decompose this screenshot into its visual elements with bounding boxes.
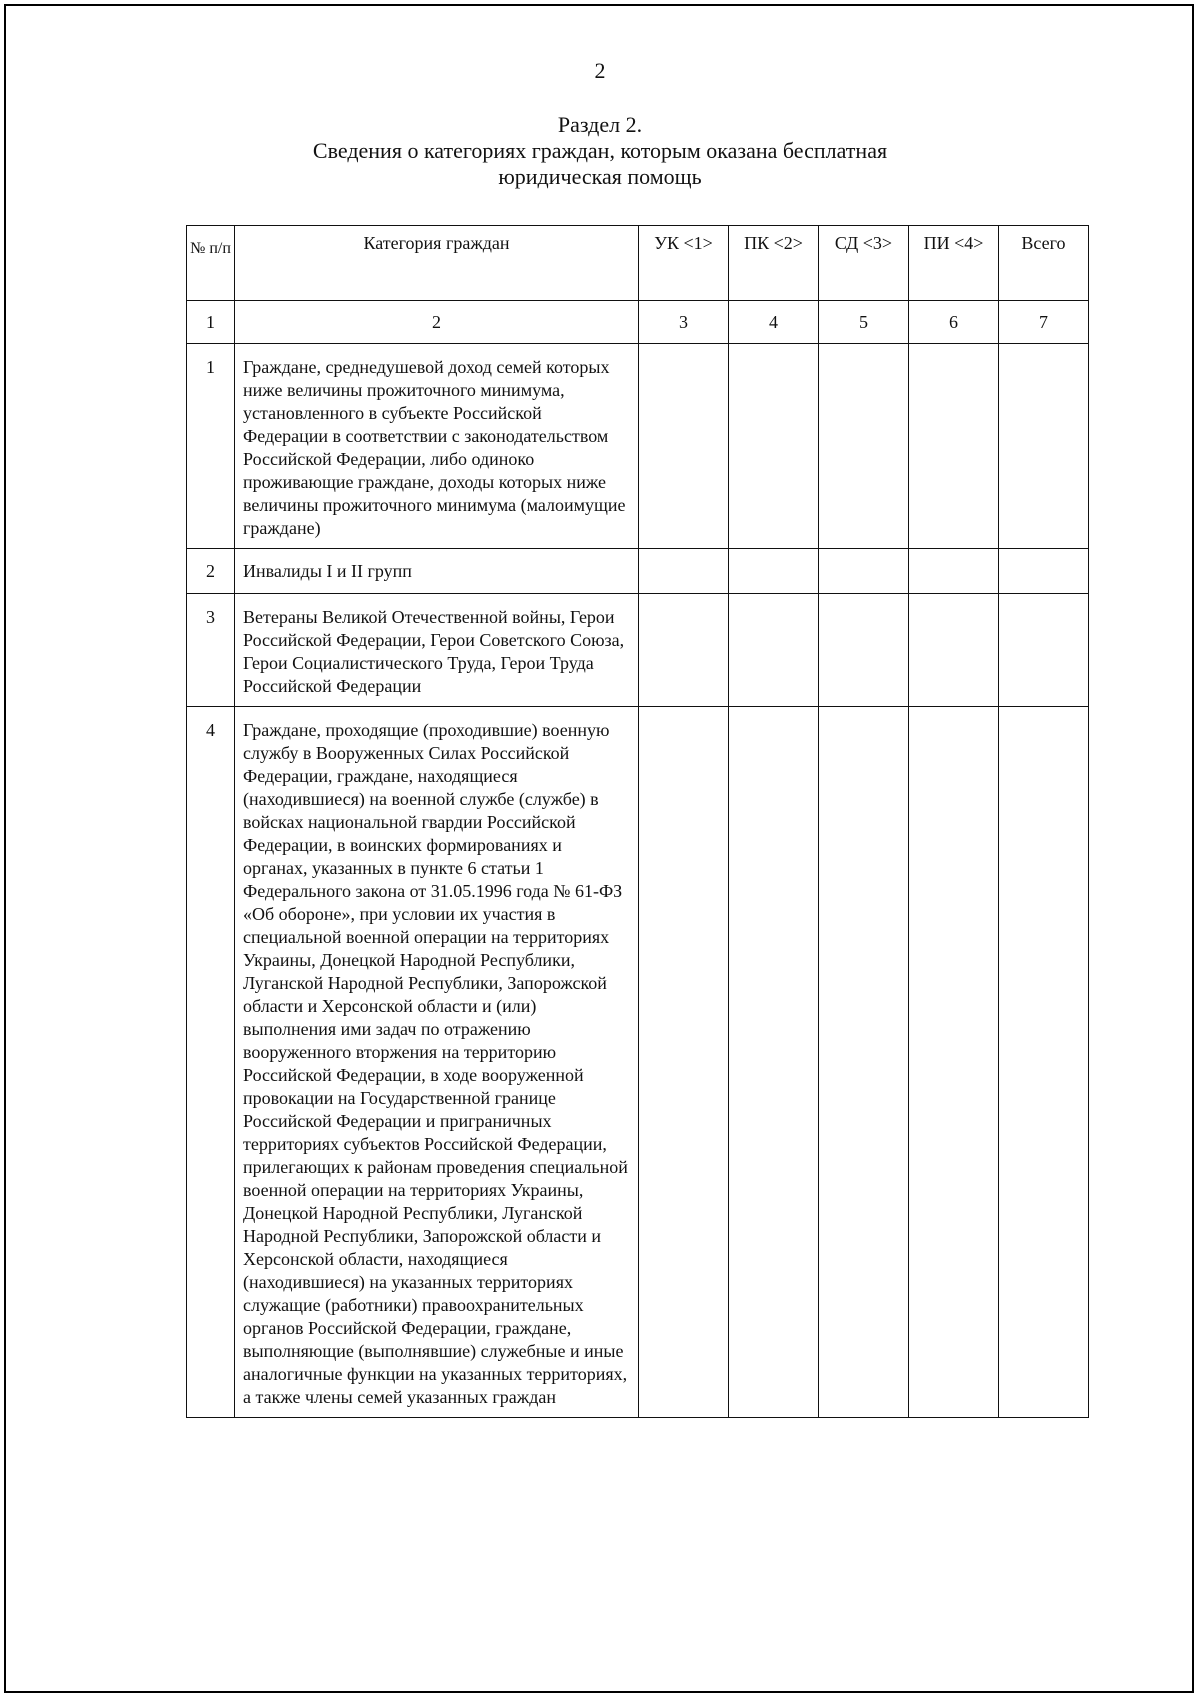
row-category: Инвалиды I и II групп [235, 549, 639, 594]
column-index: 4 [729, 301, 819, 344]
page-number: 2 [594, 58, 606, 83]
row-number: 3 [187, 594, 235, 707]
value-cell-total [999, 344, 1089, 549]
header-uk: УК <1> [639, 226, 729, 301]
value-cell-total [999, 594, 1089, 707]
value-cell-uk [639, 594, 729, 707]
value-cell-uk [639, 549, 729, 594]
header-sd: СД <3> [819, 226, 909, 301]
table-row [187, 707, 1089, 1418]
column-index: 3 [639, 301, 729, 344]
value-cell-pi [909, 344, 999, 549]
row-number: 4 [187, 707, 235, 1418]
section-subtitle-line2: юридическая помощь [498, 164, 702, 189]
header-row [187, 226, 1089, 301]
row-number: 2 [187, 549, 235, 594]
section-title: Раздел 2. [557, 112, 643, 137]
table-row [187, 594, 1089, 707]
value-cell-pk [729, 344, 819, 549]
table-row [187, 344, 1089, 549]
value-cell-sd [819, 549, 909, 594]
header-pk: ПК <2> [729, 226, 819, 301]
value-cell-sd [819, 594, 909, 707]
value-cell-pi [909, 549, 999, 594]
table-row [187, 549, 1089, 594]
column-index: 2 [235, 301, 639, 344]
citizen-categories-table [186, 225, 1089, 1418]
value-cell-uk [639, 707, 729, 1418]
header-total: Всего [999, 226, 1089, 301]
value-cell-total [999, 549, 1089, 594]
value-cell-pk [729, 594, 819, 707]
value-cell-sd [819, 344, 909, 549]
row-category: Граждане, проходящие (проходившие) военную службу в Вооруженных Силах Российской Федерации, граждане, находящиеся (находившиеся) на военной службе (службе) в войсках национальной гвардии Российской Федерации, в воинских формированиях и органах, указанных в пункте 6 статьи 1 Федерального закона от 31.05.1996 года № 61-ФЗ «Об обороне», при условии их участия в специальной военной операции на территориях Украины, Донецкой Народной Республики, Луганской Народной Республики, Запорожской области и Херсонской области и (или) выполнения ими задач по отражению вооруженного вторжения на территорию Российской Федерации, в ходе вооруженной провокации на Государственной границе Российской Федерации и приграничных территориях субъектов Российской Федерации, прилегающих к районам проведения специальной военной операции на территориях Украины, Донецкой Народной Республики, Луганской Народной Республики, Запорожской области и Херсонской области, находящиеся (находившиеся) на указанных территориях служащие (работники) правоохранительных органов Российской Федерации, граждане, выполняющие (выполнявшие) служебные и иные аналогичные функции на указанных территориях, а также члены семей указанных граждан [235, 707, 639, 1418]
header-num: № п/п [187, 226, 235, 301]
row-category: Граждане, среднедушевой доход семей которых ниже величины прожиточного минимума, установленного в субъекте Российской Федерации в соответствии с законодательством Российской Федерации, либо одиноко проживающие граждане, доходы которых ниже величины прожиточного минимума (малоимущие граждане) [235, 344, 639, 549]
value-cell-pk [729, 707, 819, 1418]
header-pi: ПИ <4> [909, 226, 999, 301]
value-cell-pi [909, 594, 999, 707]
column-index: 5 [819, 301, 909, 344]
column-index: 7 [999, 301, 1089, 344]
value-cell-uk [639, 344, 729, 549]
column-index: 1 [187, 301, 235, 344]
row-category: Ветераны Великой Отечественной войны, Герои Российской Федерации, Герои Советского Союза, Герои Социалистического Труда, Герои Труда Российской Федерации [235, 594, 639, 707]
value-cell-pi [909, 707, 999, 1418]
column-index-row [187, 301, 1089, 344]
section-heading [0, 112, 1200, 190]
column-index: 6 [909, 301, 999, 344]
value-cell-sd [819, 707, 909, 1418]
section-subtitle-line1: Сведения о категориях граждан, которым оказана бесплатная [312, 138, 888, 163]
value-cell-total [999, 707, 1089, 1418]
header-category: Категория граждан [235, 226, 639, 301]
value-cell-pk [729, 549, 819, 594]
row-number: 1 [187, 344, 235, 549]
